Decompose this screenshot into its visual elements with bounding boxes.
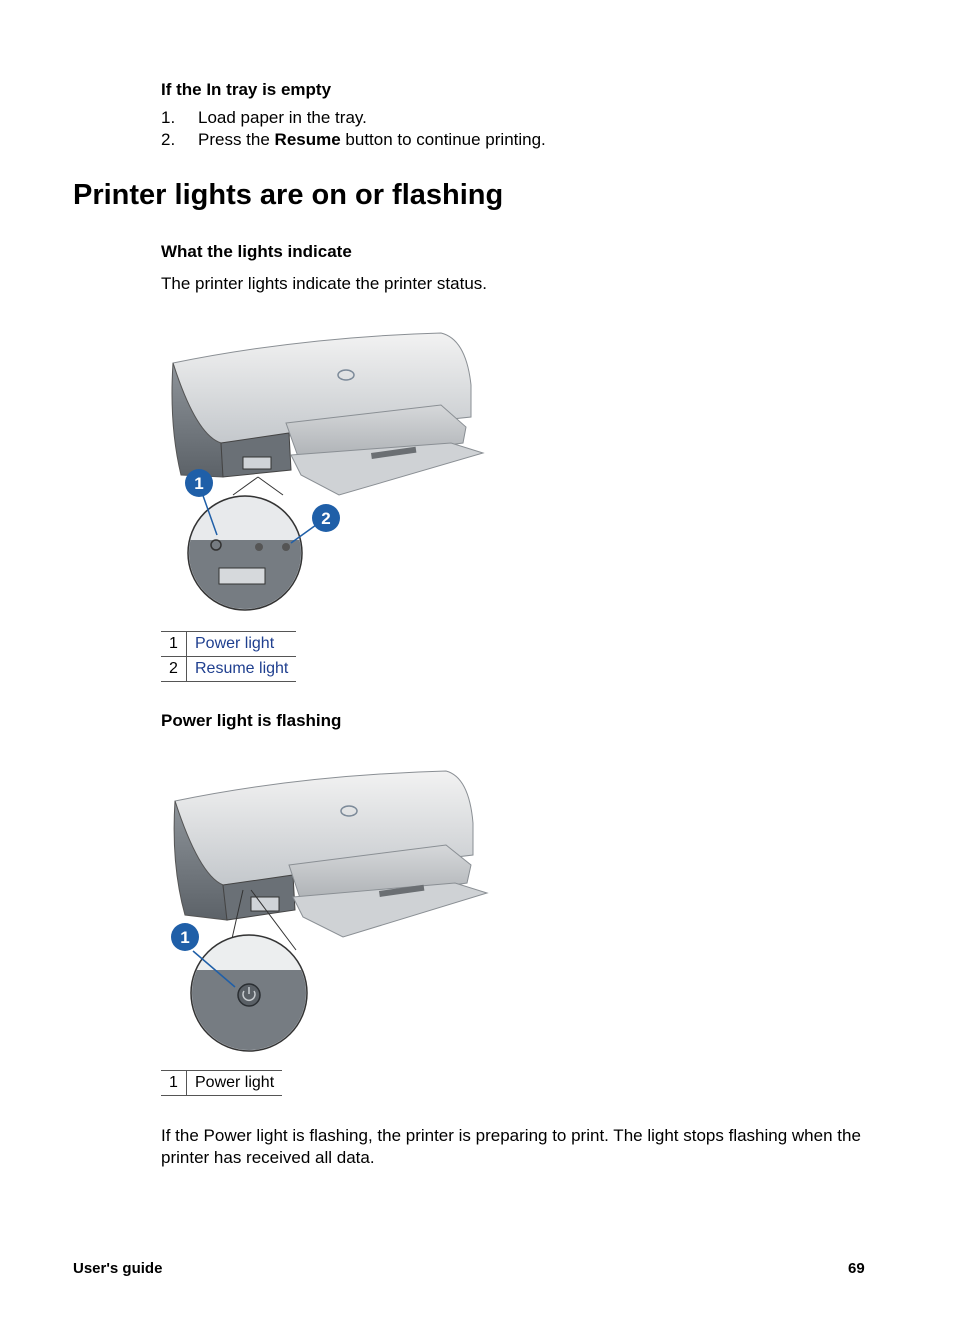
lights-indicate-text: The printer lights indicate the printer status. — [161, 274, 487, 293]
figure1-callout-table — [161, 631, 296, 682]
section-title: Printer lights are on or flashing — [73, 179, 504, 211]
callout-number: 2 — [161, 657, 187, 682]
figure1-callout-1: 1 — [194, 474, 204, 493]
step-text: Load paper in the tray. — [198, 108, 367, 127]
figure2-callout-1: 1 — [180, 928, 190, 947]
step-1 — [161, 108, 761, 130]
callout-number: 1 — [161, 632, 187, 657]
step-text-post: button to continue printing. — [340, 130, 546, 149]
in-tray-heading: If the In tray is empty — [161, 80, 332, 99]
power-light-link[interactable]: Power light — [195, 635, 275, 652]
lights-indicate-heading: What the lights indicate — [161, 242, 352, 261]
figure2-callout-table — [161, 1070, 282, 1096]
callout-label: Power light — [195, 1074, 275, 1091]
step-text — [198, 130, 546, 150]
table-row — [161, 1071, 282, 1096]
resume-button-name: Resume — [274, 130, 341, 149]
step-number: 2. — [161, 130, 176, 149]
step-2 — [161, 130, 761, 152]
figure1-callout-2: 2 — [321, 509, 331, 528]
printer-lights-figure — [161, 325, 491, 620]
table-row — [161, 632, 296, 657]
power-flashing-text: If the Power light is flashing, the printer is preparing to print. The light stops flashing when the printer has received all data. — [161, 1126, 861, 1167]
footer-guide-title: User's guide — [73, 1260, 163, 1277]
page-number: 69 — [848, 1260, 865, 1277]
table-row — [161, 657, 296, 682]
resume-light-link[interactable]: Resume light — [195, 660, 289, 677]
step-text-pre: Press the — [198, 130, 275, 149]
power-light-figure — [161, 765, 491, 1057]
callout-number: 1 — [161, 1071, 187, 1096]
power-flashing-heading: Power light is flashing — [161, 711, 342, 730]
step-number: 1. — [161, 108, 176, 127]
